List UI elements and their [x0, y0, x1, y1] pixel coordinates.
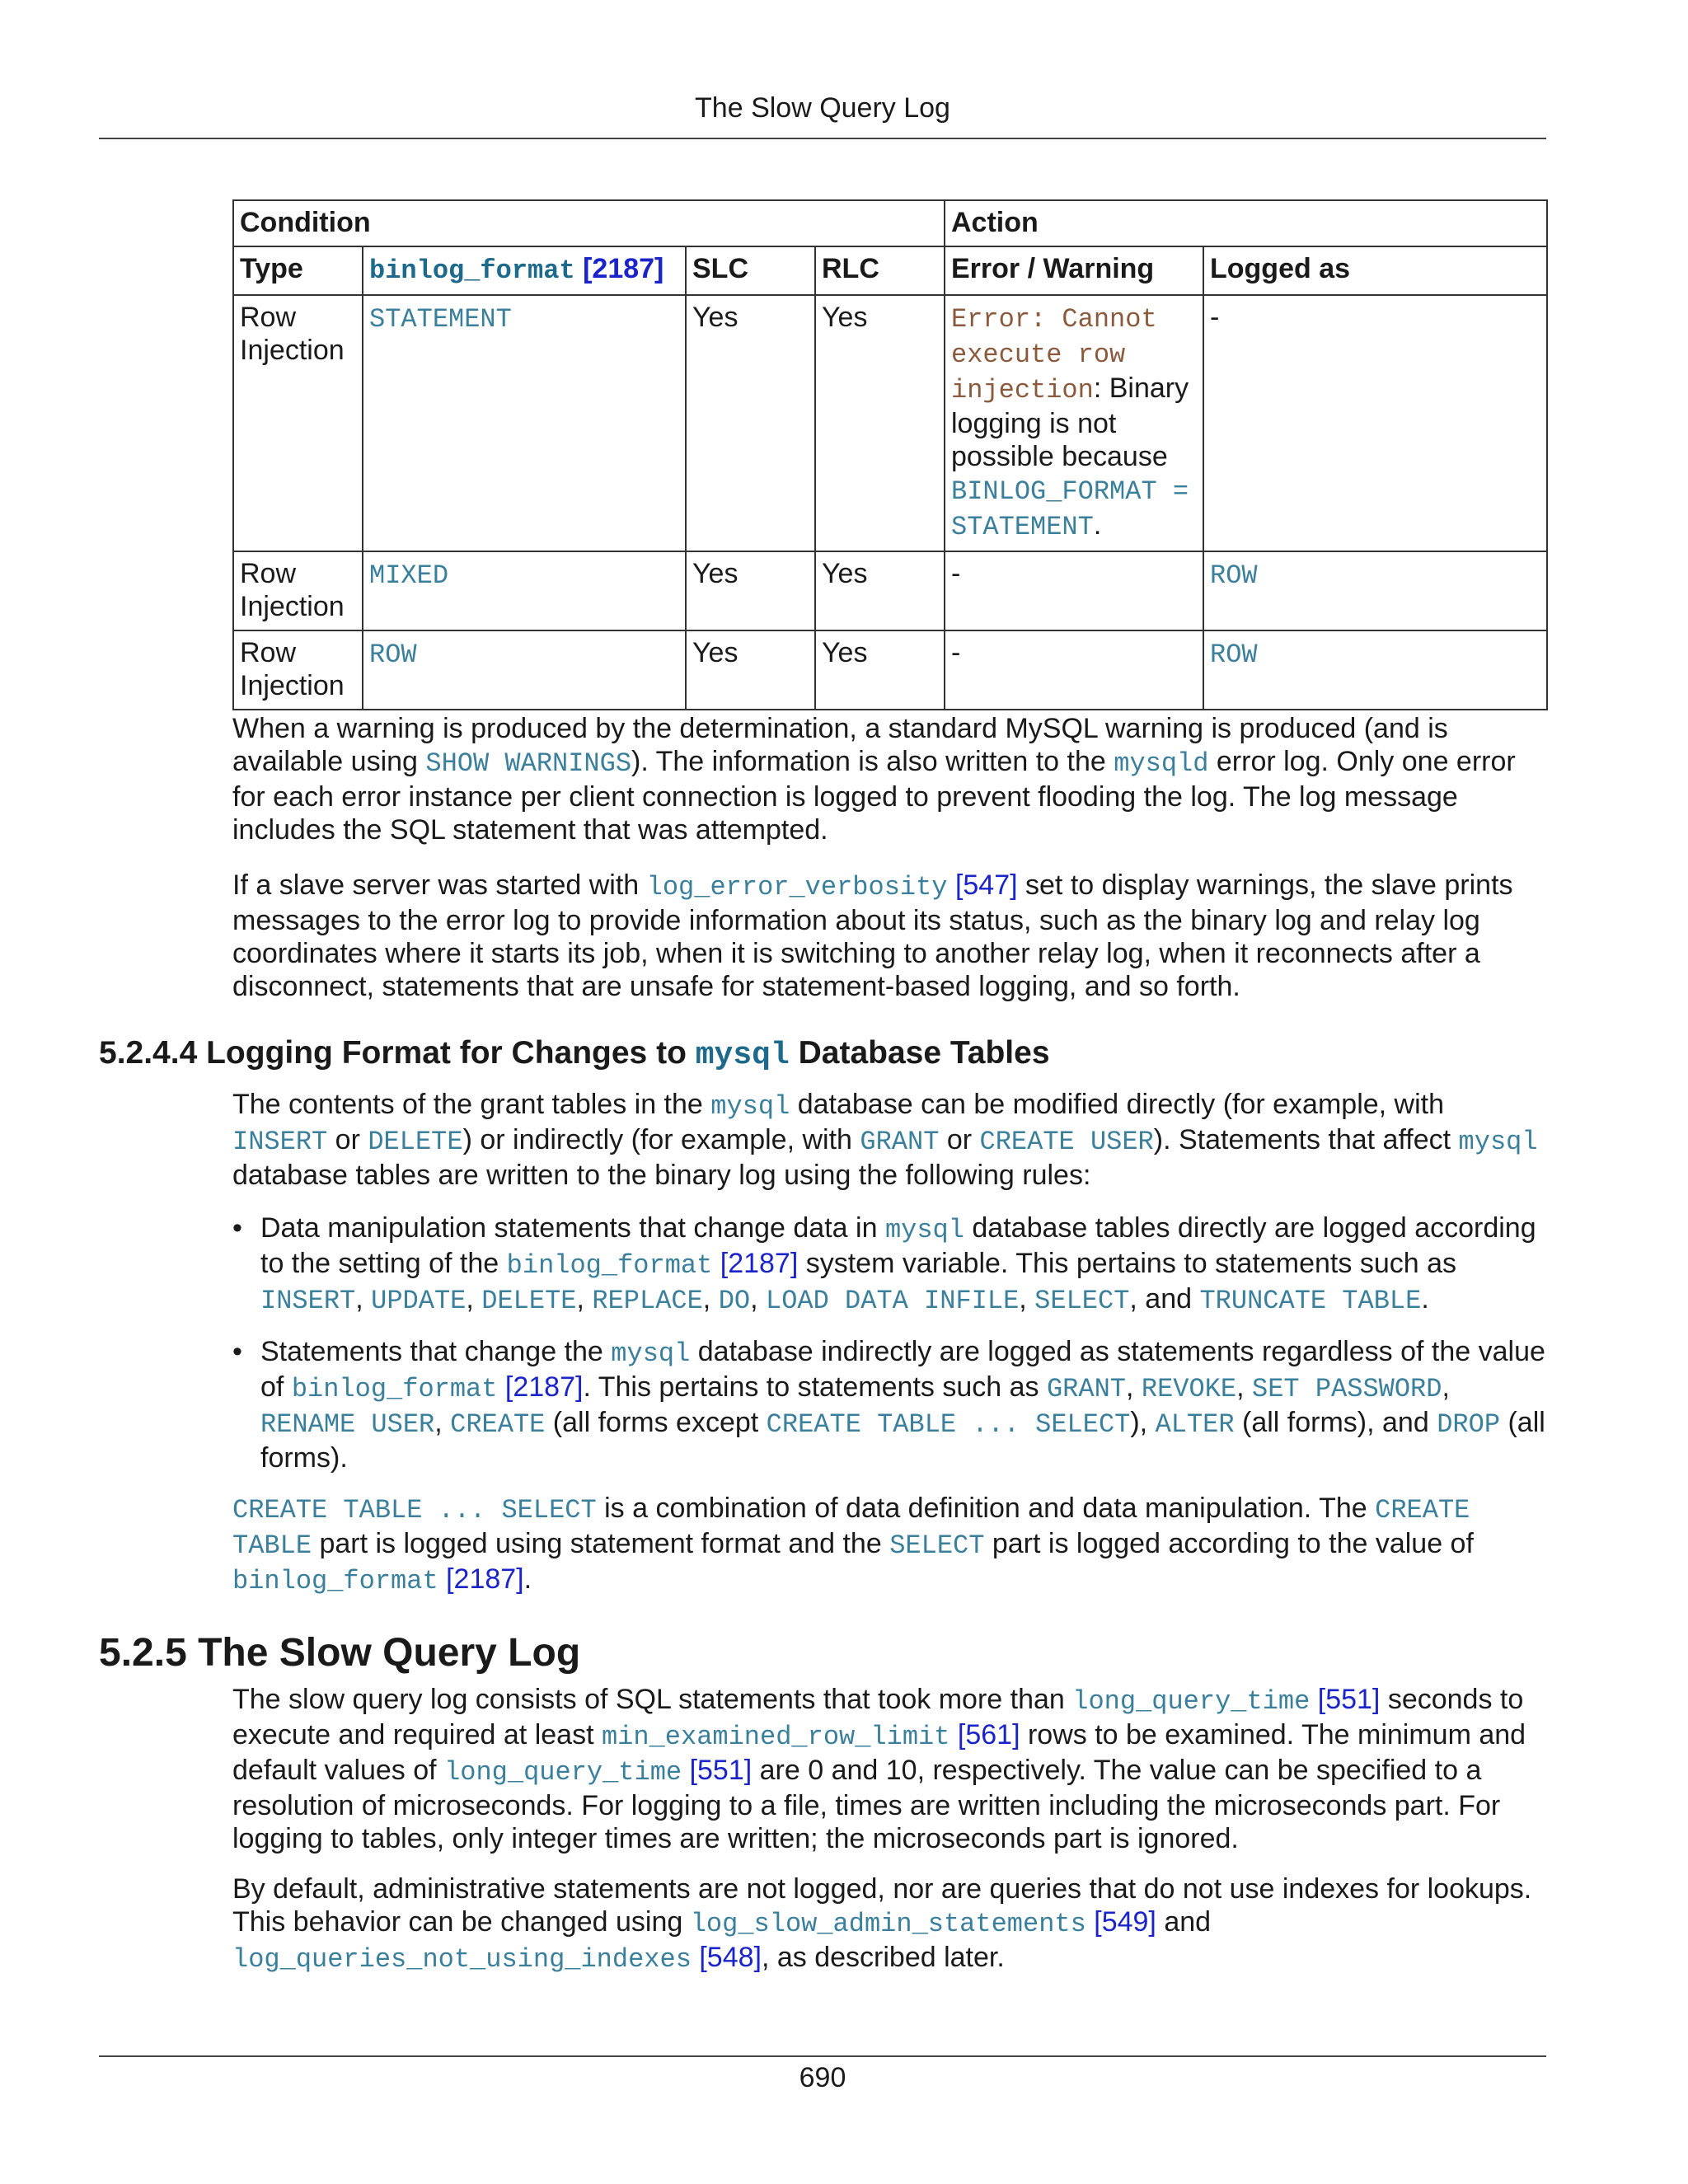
paragraph-create-table-select — [232, 1492, 1546, 1598]
col-error-warning-header: Error / Warning — [945, 246, 1203, 295]
table-group-header-row — [233, 200, 1547, 246]
text: ). The information is also written to the — [631, 746, 1114, 777]
text: database tables directly are logged according to the setting of the — [260, 1212, 1536, 1279]
cell-slc: Yes — [686, 295, 815, 551]
text: ) or indirectly (for example, with — [462, 1124, 860, 1155]
code-link[interactable]: TRUNCATE TABLE — [1199, 1286, 1422, 1316]
code-link[interactable]: ROW — [369, 640, 417, 670]
text: , as described later. — [761, 1942, 1005, 1973]
text: seconds to execute and required at least — [232, 1684, 1524, 1750]
code-link[interactable]: min_examined_row_limit — [601, 1722, 950, 1752]
text: By default, administrative statements are not logged, nor are queries that do not use indexes for lookups. This behavior can be changed using — [232, 1873, 1532, 1938]
group-action-header: Action — [945, 200, 1547, 246]
code-link[interactable]: log_slow_admin_statements — [690, 1909, 1086, 1939]
text: Statements that change the — [260, 1336, 612, 1367]
ref-link[interactable]: [2187] — [583, 253, 664, 284]
cell-type: Row Injection — [233, 551, 363, 630]
code-link[interactable]: long_query_time — [444, 1757, 682, 1788]
text: ), — [1130, 1407, 1156, 1438]
table-row — [233, 295, 1547, 551]
text: rows to be examined. The minimum and default values of — [232, 1719, 1526, 1786]
running-header: The Slow Query Log — [695, 92, 950, 124]
code-link[interactable]: CREATE TABLE ... SELECT — [232, 1495, 597, 1526]
ref-link[interactable]: [2187] — [504, 1371, 584, 1403]
text: (all forms except — [545, 1407, 767, 1438]
footer-rule — [99, 2055, 1546, 2057]
code-link[interactable]: SELECT — [889, 1530, 985, 1561]
text: , — [355, 1283, 372, 1315]
ref-link[interactable]: [548] — [699, 1942, 762, 1973]
list-item — [232, 1212, 1546, 1318]
code-link[interactable]: binlog_format — [291, 1374, 498, 1404]
text: The contents of the grant tables in the — [232, 1089, 711, 1120]
cell-logged-as — [1203, 630, 1547, 710]
col-binlog-format-header — [363, 246, 686, 295]
code-link[interactable]: mysqld — [1114, 748, 1209, 779]
text: If a slave server was started with — [232, 869, 647, 901]
text: , — [1442, 1371, 1450, 1403]
text: ). Statements that affect — [1153, 1124, 1459, 1155]
bullet-icon: • — [232, 1336, 242, 1367]
ref-link[interactable]: [551] — [1317, 1684, 1381, 1715]
table-row — [233, 630, 1547, 710]
ref-link[interactable]: [549] — [1094, 1906, 1156, 1938]
error-text-end: . — [1093, 509, 1102, 541]
text: , — [466, 1283, 482, 1315]
cell-type: Row Injection — [233, 630, 363, 710]
code-link[interactable]: SELECT — [1034, 1286, 1130, 1316]
cell-binlog-format — [363, 551, 686, 630]
code-link[interactable]: SET PASSWORD — [1252, 1374, 1442, 1404]
paragraph-admin-statements — [232, 1872, 1546, 1976]
list-item — [232, 1335, 1546, 1474]
code-link[interactable]: LOAD DATA INFILE — [766, 1286, 1020, 1316]
text: , and — [1129, 1283, 1200, 1315]
code-link[interactable]: binlog_format — [506, 1250, 713, 1281]
text: are 0 and 10, respectively. The value can be specified to a resolution of microseconds. For logging to a file, times are written including the microseconds part. For logging to tables, only integer times are written; the microseconds part is ignored. — [232, 1755, 1501, 1854]
paragraph-slow-query-log — [232, 1683, 1546, 1855]
code-link[interactable]: BINLOG_FORMAT = STATEMENT — [951, 476, 1189, 542]
code-link[interactable]: INSERT — [232, 1127, 328, 1157]
code-link[interactable]: ROW — [1210, 560, 1258, 591]
binlog-format-link[interactable]: binlog_format — [369, 255, 575, 286]
text: When a warning is produced by the determination, a standard MySQL warning is produced (and is available using — [232, 713, 1448, 777]
code-link[interactable]: CREATE — [450, 1409, 546, 1440]
cell-binlog-format — [363, 295, 686, 551]
ref-link[interactable]: [547] — [954, 869, 1018, 901]
cell-binlog-format — [363, 630, 686, 710]
text: part is logged according to the value of — [984, 1528, 1474, 1559]
text: . — [1421, 1283, 1429, 1315]
section-heading-5244 — [99, 1034, 1050, 1075]
bullet-list — [232, 1335, 1546, 1474]
code-link[interactable]: log_error_verbosity — [646, 872, 948, 902]
col-type-header: Type — [233, 246, 363, 295]
text: part is logged using statement format and the — [312, 1528, 890, 1559]
code-link[interactable]: CREATE TABLE ... SELECT — [766, 1409, 1131, 1440]
text: or — [939, 1124, 980, 1155]
text: , — [434, 1407, 451, 1438]
code-link[interactable]: long_query_time — [1072, 1686, 1311, 1717]
code-link[interactable]: SHOW WARNINGS — [425, 748, 632, 779]
cell-rlc: Yes — [815, 551, 945, 630]
heading-code[interactable]: mysql — [695, 1038, 790, 1073]
col-slc-header: SLC — [686, 246, 815, 295]
cell-logged-as: - — [1203, 295, 1547, 551]
code-link[interactable]: DELETE — [481, 1286, 577, 1316]
text: , — [1125, 1371, 1142, 1403]
text: system variable. This pertains to statements such as — [798, 1248, 1456, 1279]
row-injection-table — [232, 199, 1548, 710]
paragraph-slave-verbosity — [232, 869, 1546, 1003]
bullet-icon: • — [232, 1212, 242, 1244]
text: , — [576, 1283, 593, 1315]
ref-link[interactable]: [2187] — [446, 1563, 524, 1595]
code-link[interactable]: STATEMENT — [369, 304, 512, 335]
bullet-list — [232, 1212, 1546, 1318]
error-text: : Binary logging is not possible because — [951, 373, 1189, 472]
table-column-header-row — [233, 246, 1547, 295]
code-link[interactable]: CREATE TABLE — [232, 1495, 1470, 1561]
text: , — [1236, 1371, 1253, 1403]
cell-error-warning: - — [945, 551, 1203, 630]
code-link[interactable]: INSERT — [260, 1286, 356, 1316]
code-link[interactable]: GRANT — [860, 1127, 940, 1157]
text: (all forms), and — [1234, 1407, 1437, 1438]
cell-error-warning: - — [945, 630, 1203, 710]
table-row — [233, 551, 1547, 630]
text: , — [702, 1283, 719, 1315]
heading-text: 5.2.4.4 Logging Format for Changes to — [99, 1035, 696, 1071]
text: , — [1019, 1283, 1035, 1315]
code-link[interactable]: mysql — [611, 1338, 691, 1369]
text: . — [523, 1563, 532, 1595]
cell-type: Row Injection — [233, 295, 363, 551]
cell-logged-as — [1203, 551, 1547, 630]
ref-link[interactable]: [561] — [957, 1719, 1020, 1750]
code-link[interactable]: UPDATE — [371, 1286, 467, 1316]
heading-text: Database Tables — [789, 1035, 1050, 1071]
code-link[interactable]: DO — [718, 1286, 751, 1316]
cell-slc: Yes — [686, 630, 815, 710]
section-heading-525: 5.2.5 The Slow Query Log — [99, 1631, 581, 1675]
code-link[interactable]: DELETE — [368, 1127, 463, 1157]
code-link[interactable]: CREATE USER — [979, 1127, 1154, 1157]
text: and — [1156, 1906, 1212, 1938]
text: set to display warnings, the slave prints messages to the error log to provide information about its status, such as the binary log and relay log coordinates where it starts its job, when it is switching to another relay log, when it reconnects after a disconnect, statements that are unsafe for statement-based logging, and so forth. — [232, 869, 1513, 1002]
code-link[interactable]: log_queries_not_using_indexes — [232, 1944, 692, 1975]
text: database can be modified directly (for example, with — [790, 1089, 1445, 1120]
ref-link[interactable]: [551] — [689, 1755, 753, 1786]
code-link[interactable]: mysql — [710, 1091, 790, 1122]
col-rlc-header: RLC — [815, 246, 945, 295]
error-code: Error: Cannot execute row injection — [951, 304, 1157, 405]
text: The slow query log consists of SQL statements that took more than — [232, 1684, 1073, 1715]
text: or — [327, 1124, 368, 1155]
paragraph-grant-tables — [232, 1088, 1546, 1192]
cell-error-warning — [945, 295, 1203, 551]
text: , — [750, 1283, 767, 1315]
code-link[interactable]: GRANT — [1046, 1374, 1126, 1404]
group-condition-header: Condition — [233, 200, 945, 246]
text: database indirectly are logged as statements regardless of the value of — [260, 1336, 1545, 1403]
ref-link[interactable]: [2187] — [720, 1248, 799, 1279]
paragraph-warnings — [232, 712, 1546, 846]
code-link[interactable]: mysql — [1458, 1127, 1538, 1157]
page-number: 690 — [799, 2062, 846, 2093]
text: database tables are written to the binary log using the following rules: — [232, 1160, 1091, 1191]
cell-rlc: Yes — [815, 295, 945, 551]
header-rule — [99, 138, 1546, 139]
text: error log. Only one error for each error instance per client connection is logged to prevent flooding the log. The log message includes the SQL statement that was attempted. — [232, 746, 1516, 846]
code-link[interactable]: MIXED — [369, 560, 449, 591]
code-link[interactable]: mysql — [884, 1215, 964, 1245]
code-link[interactable]: REVOKE — [1141, 1374, 1237, 1404]
text: is a combination of data definition and data manipulation. The — [596, 1493, 1376, 1524]
text: (all forms). — [260, 1407, 1545, 1474]
text: Data manipulation statements that change data in — [260, 1212, 885, 1244]
code-link[interactable]: ROW — [1210, 640, 1258, 670]
code-link[interactable]: REPLACE — [592, 1286, 703, 1316]
cell-rlc: Yes — [815, 630, 945, 710]
cell-slc: Yes — [686, 551, 815, 630]
code-link[interactable]: binlog_format — [232, 1566, 438, 1596]
col-logged-as-header: Logged as — [1203, 246, 1547, 295]
text: . This pertains to statements such as — [583, 1371, 1047, 1403]
code-link[interactable]: DROP — [1437, 1409, 1501, 1440]
code-link[interactable]: ALTER — [1155, 1409, 1235, 1440]
code-link[interactable]: RENAME USER — [260, 1409, 435, 1440]
